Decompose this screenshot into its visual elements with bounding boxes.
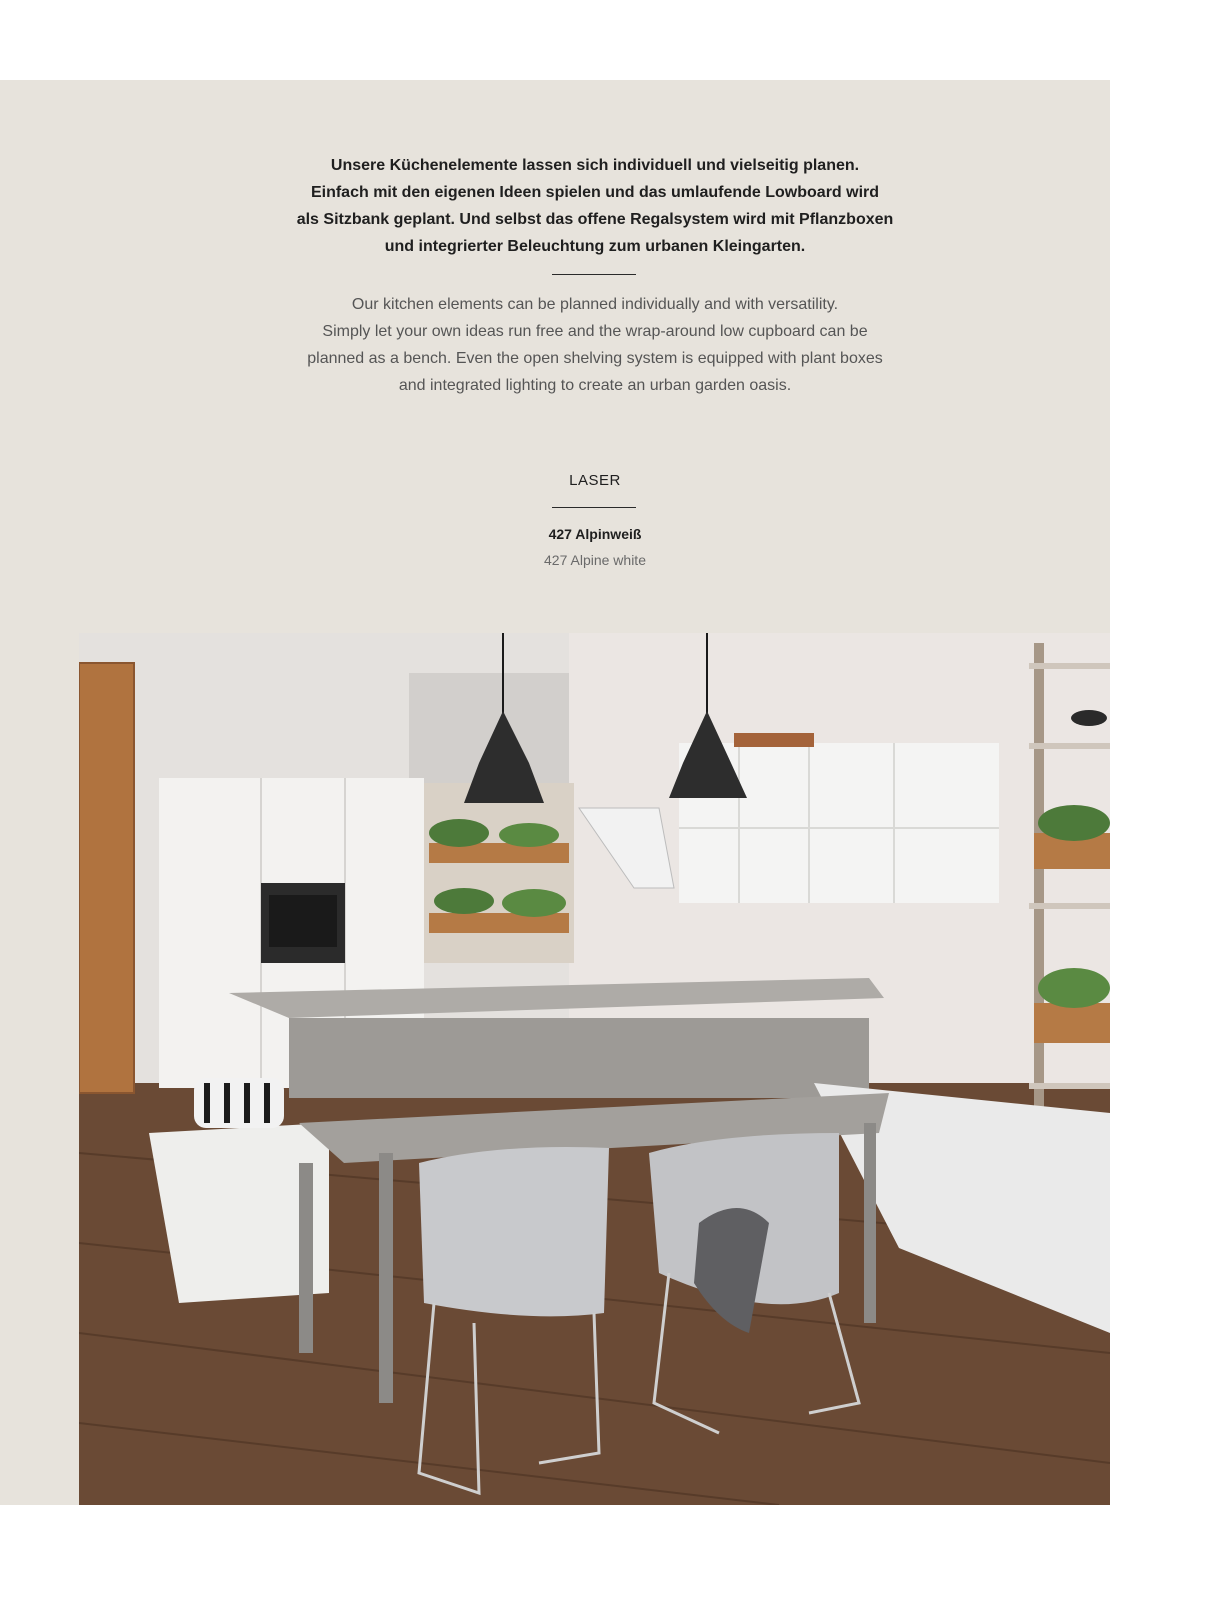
intro-text-english <box>200 291 990 399</box>
kitchen-photo <box>79 633 1110 1505</box>
intro-de-line-4: und integrierter Beleuchtung zum urbanen Kleingarten. <box>384 238 806 255</box>
intro-text-german <box>200 152 990 260</box>
product-name: LASER <box>569 472 621 489</box>
intro-de-line-1: Unsere Küchenelemente lassen sich individuell und vielseitig planen. <box>330 157 860 174</box>
intro-en-line-4: and integrated lighting to create an urban garden oasis. <box>398 377 792 394</box>
intro-en-line-3: planned as a bench. Even the open shelving system is equipped with plant boxes <box>307 350 883 367</box>
intro-de-line-3: als Sitzbank geplant. Und selbst das offene Regalsystem wird mit Pflanzboxen <box>296 211 894 228</box>
color-name-english: 427 Alpine white <box>544 552 646 568</box>
color-name-german: 427 Alpinweiß <box>548 526 642 542</box>
product-divider-rule <box>552 507 636 508</box>
divider-rule <box>552 274 636 275</box>
intro-en-line-1: Our kitchen elements can be planned individually and with versatility. <box>351 296 839 313</box>
intro-de-line-2: Einfach mit den eigenen Ideen spielen und das umlaufende Lowboard wird <box>310 184 880 201</box>
intro-en-line-2: Simply let your own ideas run free and the wrap-around low cupboard can be <box>322 323 868 340</box>
